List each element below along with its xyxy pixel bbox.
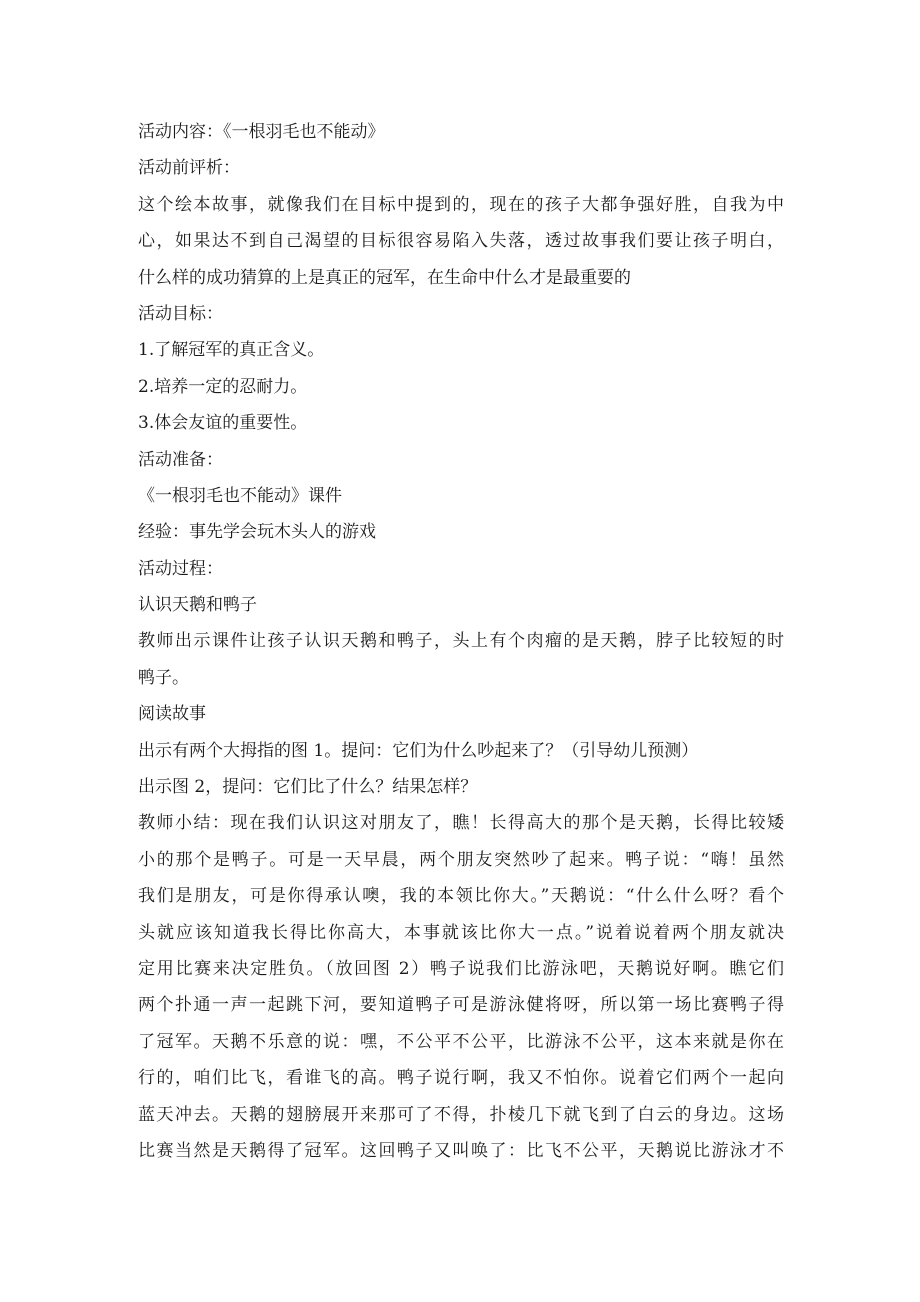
activity-prep-heading: 活动准备： — [138, 449, 223, 470]
summary-paragraph-line: 我们是朋友，可是你得承认噢，我的本领比你大。”天鹅说：“什么什么呀？看个 — [138, 886, 784, 907]
summary-paragraph-line: 小的那个是鸭子。可是一天早晨，两个朋友突然吵了起来。鸭子说：“嗨！虽然 — [138, 849, 784, 870]
activity-process-heading: 活动过程： — [138, 558, 223, 579]
summary-paragraph-line: 比赛当然是天鹅得了冠军。这回鸭子又叫唤了：比飞不公平，天鹅说比游泳才不 — [138, 1140, 784, 1161]
document-page — [138, 114, 784, 1169]
analysis-paragraph-line: 心，如果达不到自己渴望的目标很容易陷入失落，透过故事我们要让孩子明白， — [138, 231, 784, 252]
activity-goals-heading: 活动目标： — [138, 303, 223, 324]
pre-analysis-heading: 活动前评析： — [138, 158, 240, 179]
prep-item: 《一根羽毛也不能动》课件 — [138, 485, 342, 506]
step-paragraph-line: 鸭子。 — [138, 667, 189, 688]
question-line: 出示图 2，提问：它们比了什么？结果怎样？ — [138, 777, 478, 798]
analysis-paragraph-line: 这个绘本故事，就像我们在目标中提到的，现在的孩子大都争强好胜，自我为中 — [138, 194, 784, 215]
goal-item: 3.体会友谊的重要性。 — [138, 413, 308, 434]
summary-paragraph-line: 教师小结：现在我们认识这对朋友了，瞧！长得高大的那个是天鹅，长得比较矮 — [138, 813, 784, 834]
summary-paragraph-line: 头就应该知道我长得比你高大，本事就该比你大一点。”说着说着两个朋友就决 — [138, 922, 784, 943]
summary-paragraph-line: 定用比赛来决定胜负。（放回图 2）鸭子说我们比游泳吧，天鹅说好啊。瞧它们 — [138, 958, 784, 979]
summary-paragraph-line: 两个扑通一声一起跳下河，要知道鸭子可是游泳健将呀，所以第一场比赛鸭子得 — [138, 995, 784, 1016]
question-line: 出示有两个大拇指的图 1。提问：它们为什么吵起来了？（引导幼儿预测） — [138, 740, 699, 761]
analysis-paragraph-line: 什么样的成功猜算的上是真正的冠军，在生命中什么才是最重要的 — [138, 267, 631, 288]
goal-item: 1.了解冠军的真正含义。 — [138, 340, 325, 361]
step-paragraph-line: 教师出示课件让孩子认识天鹅和鸭子，头上有个肉瘤的是天鹅，脖子比较短的时 — [138, 631, 784, 652]
step-heading: 阅读故事 — [138, 704, 206, 725]
summary-paragraph-line: 蓝天冲去。天鹅的翅膀展开来那可了不得，扑棱几下就飞到了白云的身边。这场 — [138, 1104, 784, 1125]
goal-item: 2.培养一定的忍耐力。 — [138, 376, 308, 397]
summary-paragraph-line: 了冠军。天鹅不乐意的说：嘿，不公平不公平，比游泳不公平，这本来就是你在 — [138, 1031, 784, 1052]
step-heading: 认识天鹅和鸭子 — [138, 595, 257, 616]
activity-content-line: 活动内容：《一根羽毛也不能动》 — [138, 122, 385, 142]
summary-paragraph-line: 行的，咱们比飞，看谁飞的高。鸭子说行啊，我又不怕你。说着它们两个一起向 — [138, 1068, 784, 1089]
prep-item: 经验：事先学会玩木头人的游戏 — [138, 522, 376, 543]
